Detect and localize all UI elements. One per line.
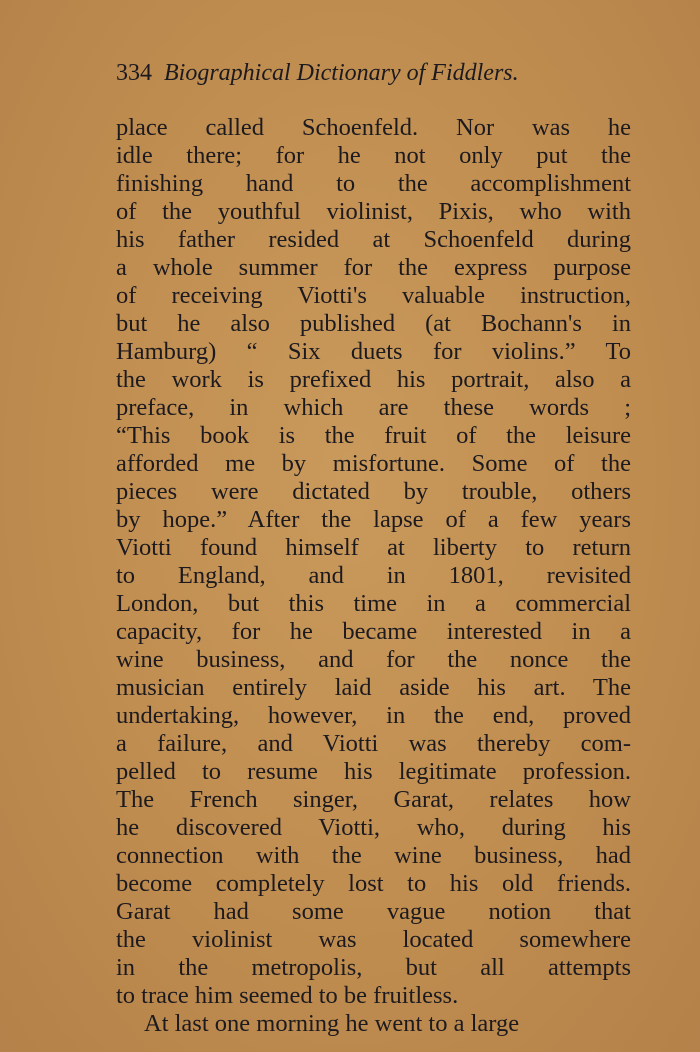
text-line: the violinist was located somewhere [116, 926, 631, 953]
text-line: Garat had some vague notion that [116, 898, 631, 925]
text-line: musician entirely laid aside his art. The [116, 674, 631, 701]
text-line: The French singer, Garat, relates how [116, 786, 631, 813]
text-line: preface, in which are these words ; [116, 394, 631, 421]
text-line: to trace him seemed to be fruitless. [116, 982, 459, 1009]
text-line: he discovered Viotti, who, during his [116, 814, 631, 841]
text-line: wine business, and for the nonce the [116, 646, 631, 673]
text-line: a failure, and Viotti was thereby com- [116, 730, 631, 757]
running-head [116, 56, 636, 90]
text-line: but he also published (at Bochann's in [116, 310, 631, 337]
text-line: pieces were dictated by trouble, others [116, 478, 631, 505]
text-line: of the youthful violinist, Pixis, who with [116, 198, 631, 225]
running-title: Biographical Dictionary of Fiddlers. [164, 60, 519, 86]
text-line: London, but this time in a commercial [116, 590, 631, 617]
paragraph-first-line: At last one morning he went to a large [144, 1010, 520, 1037]
text-line: in the metropolis, but all attempts [116, 954, 631, 981]
text-line: place called Schoenfeld. Nor was he [116, 114, 631, 141]
text-line: connection with the wine business, had [116, 842, 631, 869]
text-line: Viotti found himself at liberty to return [116, 534, 631, 561]
text-line: Hamburg) “ Six duets for violins.” To [116, 338, 631, 365]
text-line: his father resided at Schoenfeld during [116, 226, 631, 253]
body-text [116, 114, 631, 1038]
text-line: undertaking, however, in the end, proved [116, 702, 631, 729]
text-line: finishing hand to the accomplishment [116, 170, 631, 197]
text-line: a whole summer for the express purpose [116, 254, 631, 281]
text-line: idle there; for he not only put the [116, 142, 631, 169]
text-line: become completely lost to his old friends. [116, 870, 631, 897]
text-line: capacity, for he became interested in a [116, 618, 631, 645]
text-line: afforded me by misfortune. Some of the [116, 450, 631, 477]
text-line: of receiving Viotti's valuable instruction, [116, 282, 631, 309]
page-number: 334 [116, 60, 152, 86]
text-line: the work is prefixed his portrait, also a [116, 366, 631, 393]
text-line: pelled to resume his legitimate profession. [116, 758, 631, 785]
text-line: “This book is the fruit of the leisure [116, 422, 631, 449]
text-line: to England, and in 1801, revisited [116, 562, 631, 589]
text-line: by hope.” After the lapse of a few years [116, 506, 631, 533]
